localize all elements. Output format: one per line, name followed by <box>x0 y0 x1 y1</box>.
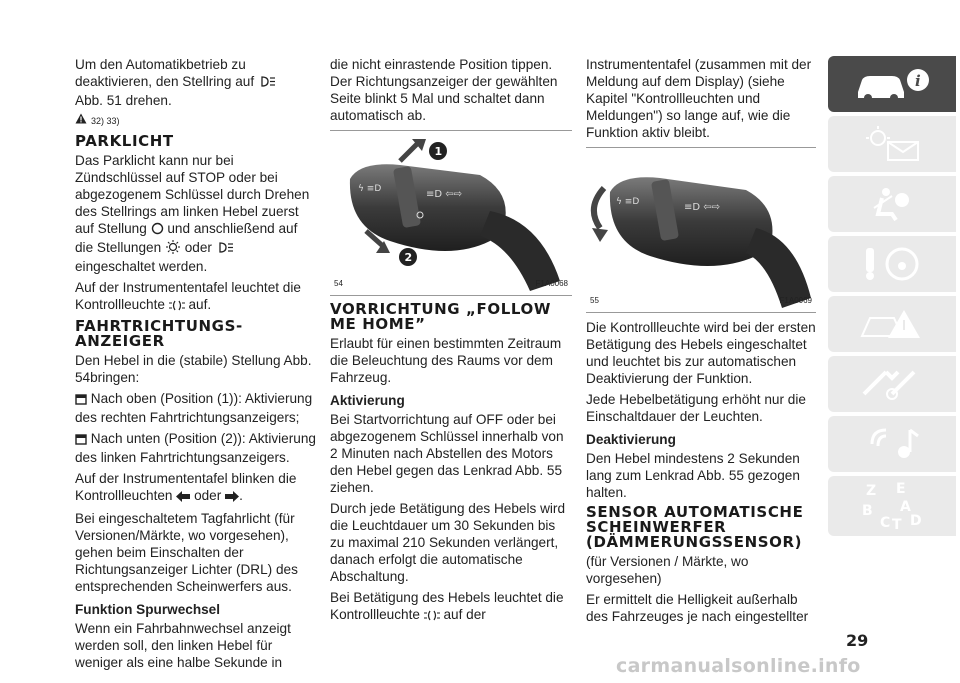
paragraph: Wenn ein Fahrbahnwechsel anzeigt werden soll, den linken Hebel für weniger als eine halbe Sekunde in <box>75 621 291 670</box>
svg-text:Z: Z <box>866 483 877 499</box>
warning-references: 32) 33) <box>75 113 317 130</box>
subsection-heading: Deaktivierung <box>586 432 676 447</box>
index-icon <box>852 479 932 533</box>
tab-warning[interactable] <box>828 296 956 352</box>
paragraph: Bei Startvorrichtung auf OFF oder bei abgezogenem Schlüssel innerhalb von 2 Minuten nach Abstellen des Motors den Hebel gegen das Lenkrad Abb. 55 ziehen. <box>330 412 564 495</box>
paragraph: die nicht einrastende Position tippen. Der Richtungsanzeiger der gewählten Seite blinkt 5 Mal und schaltet dann automatisch ab. <box>330 57 558 123</box>
paragraph: Er ermittelt die Helligkeit außerhalb des Fahrzeuges je nach eingestellter <box>586 592 809 624</box>
paragraph: Erlaubt für einen bestimmten Zeitraum die Beleuchtung des Raums vor dem Fahrzeug. <box>330 336 562 385</box>
tab-service[interactable] <box>828 356 956 412</box>
watermark: carmanualsonline.info <box>616 655 861 677</box>
list-item: Nach unten (Position (2)): Aktivierung des linken Fahrtrichtungsanzeigers. <box>75 431 316 465</box>
svg-text:B: B <box>862 503 873 519</box>
bullet-icon <box>75 392 87 409</box>
tab-index[interactable] <box>828 476 956 536</box>
bullet-icon <box>75 432 87 449</box>
figure-code: F1A0068 <box>535 279 568 288</box>
car-info-icon <box>852 64 932 104</box>
svg-text:A: A <box>900 499 911 515</box>
paragraph: Die Kontrollleuchte wird bei der ersten Betätigung des Hebels eingeschaltet und leuchtet bis zur automatischen Deaktivierung der Funktion. <box>586 320 816 386</box>
svg-text:≡D ⇦⇨: ≡D ⇦⇨ <box>426 189 463 200</box>
lever-illustration <box>330 131 572 295</box>
tab-start-driving[interactable] <box>828 236 956 292</box>
paragraph: Instrumententafel (zusammen mit der Meldung auf dem Display) (siehe Kapitel "Kontrollleuchten und Meldungen") so lange auf, wie die Funktion aktiv bleibt. <box>586 57 812 140</box>
svg-text:T: T <box>892 517 902 533</box>
paragraph: Bei Betätigung des Hebels leuchtet die Kontrollleuchte auf der <box>330 589 572 625</box>
svg-text:ϟ ≡D: ϟ ≡D <box>616 197 640 207</box>
lever-illustration <box>586 148 816 312</box>
svg-text:C: C <box>880 515 891 531</box>
figure-55 <box>586 147 816 313</box>
paragraph: Jede Hebelbetätigung erhöht nur die Einschaltdauer der Leuchten. <box>586 392 806 424</box>
left-turn-arrow-icon <box>176 489 190 506</box>
paragraph: Das Parklicht kann nur bei Zündschlüssel auf STOP oder bei abgezogenem Schlüssel durch Drehen des Stellrings am linken Hebel zuerst auf Stellung und anschließend auf die Stellungen oder eingeschaltet werden. <box>75 153 310 274</box>
tab-car-info[interactable] <box>828 56 956 112</box>
tab-multimedia[interactable] <box>828 416 956 472</box>
svg-text:E: E <box>896 481 906 497</box>
caution-icon <box>75 113 87 130</box>
parking-light-warning-icon <box>169 298 185 315</box>
start-driving-icon <box>852 244 932 284</box>
section-heading: SENSOR AUTOMATISCHE SCHEINWERFER (DÄMMERUNGSSENSOR) <box>586 503 804 551</box>
svg-text:ϟ ≡D: ϟ ≡D <box>358 184 382 194</box>
column-2 <box>330 56 572 629</box>
figure-54 <box>330 130 572 296</box>
subsection-heading: Funktion Spurwechsel <box>75 602 221 617</box>
service-icon <box>852 364 932 404</box>
paragraph: Auf der Instrumententafel blinken die Kontrollleuchten oder . <box>75 470 317 506</box>
right-turn-arrow-icon <box>225 489 239 506</box>
tab-airbag-seat[interactable] <box>828 176 956 232</box>
paragraph: Auf der Instrumententafel leuchtet die Kontrollleuchte auf. <box>75 279 317 315</box>
svg-text:i: i <box>915 72 921 90</box>
tab-lights-messages[interactable] <box>828 116 956 172</box>
auto-headlight-icon <box>258 75 276 92</box>
svg-text:≡D ⇦⇨: ≡D ⇦⇨ <box>684 202 721 213</box>
list-item: Nach oben (Position (1)): Aktivierung des rechten Fahrtrichtungsanzeigers; <box>75 391 313 425</box>
subsection-heading: Aktivierung <box>330 393 405 408</box>
airbag-seat-icon <box>852 184 932 224</box>
column-1 <box>75 56 317 675</box>
callout-1: 1 <box>434 145 443 158</box>
multimedia-icon <box>852 424 932 464</box>
lights-messages-icon <box>852 124 932 164</box>
figure-number: 55 <box>590 296 599 305</box>
svg-text:D: D <box>910 513 922 529</box>
paragraph: Den Hebel in die (stabile) Stellung Abb. 54bringen: <box>75 353 312 385</box>
callout-2: 2 <box>404 251 413 264</box>
paragraph: Bei eingeschaltetem Tagfahrlicht (für Versionen/Märkte, wo vorgesehen), gehen beim Einschalten der Richtungsanzeiger Lichter (DRL) des entsprechenden Scheinwerfers aus. <box>75 511 298 594</box>
follow-me-home-icon <box>424 608 440 625</box>
page-number: 29 <box>846 631 869 650</box>
paragraph: Den Hebel mindestens 2 Sekunden lang zum Lenkrad Abb. 55 gezogen halten. <box>586 451 800 500</box>
paragraph: (für Versionen / Märkte, wo vorgesehen) <box>586 554 749 586</box>
figure-number: 54 <box>334 279 343 288</box>
section-heading: FAHRTRICHTUNGS-ANZEIGER <box>75 317 243 350</box>
paragraph: Um den Automatikbetrieb zu deaktivieren, den Stellring auf Abb. 51 drehen. <box>75 56 317 109</box>
paragraph: Durch jede Betätigung des Hebels wird die Leuchtdauer um 30 Sekunden bis zu maximal 210 Sekunden verlängert, danach erfolgt die automatische Abschaltung. <box>330 501 566 584</box>
chapter-tabs <box>828 56 956 540</box>
warning-icon <box>852 304 932 344</box>
section-heading: VORRICHTUNG „FOLLOW ME HOME” <box>330 300 551 333</box>
column-3 <box>586 56 816 629</box>
auto-headlight-icon <box>216 241 234 258</box>
off-position-icon <box>151 222 164 239</box>
figure-code: F1A0069 <box>779 296 812 305</box>
side-light-icon <box>165 240 181 258</box>
section-heading: PARKLICHT <box>75 132 174 150</box>
